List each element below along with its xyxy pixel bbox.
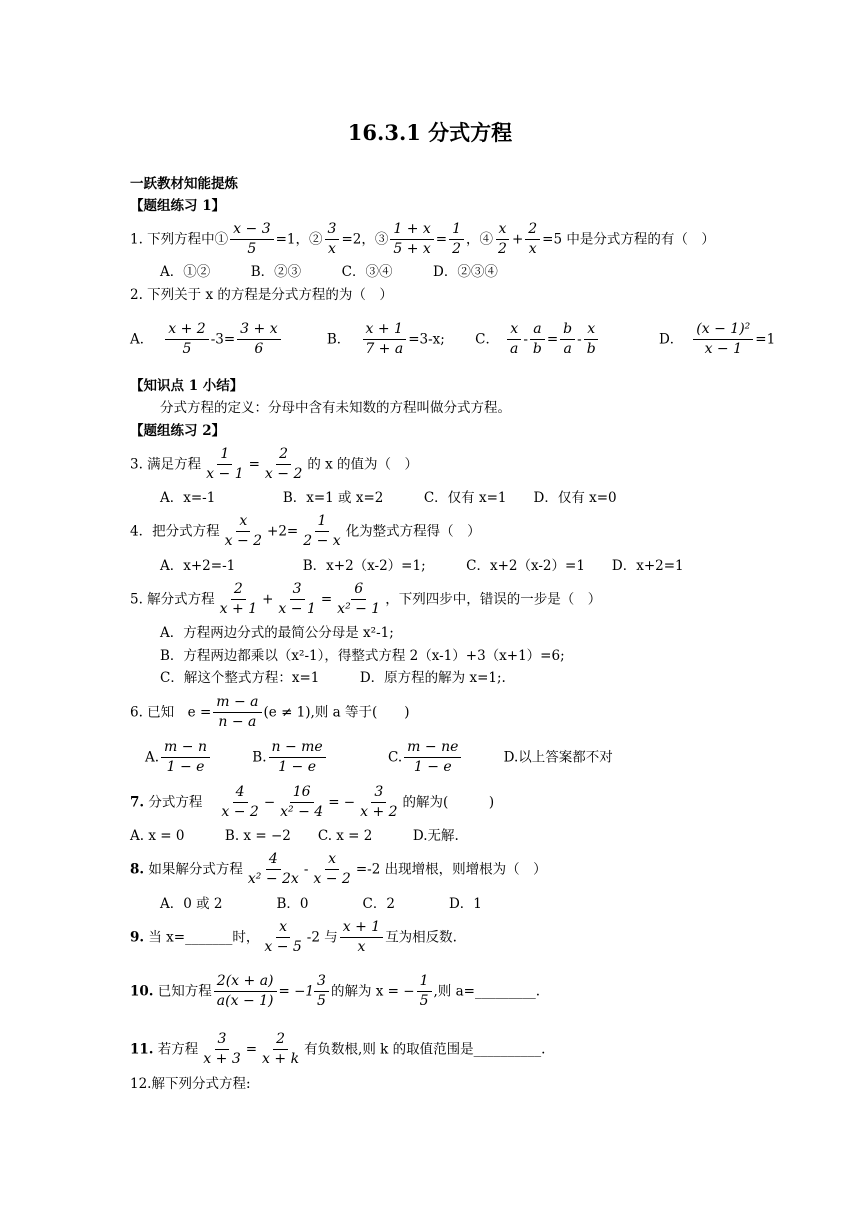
page-title: 16.3.1 分式方程 bbox=[347, 120, 513, 145]
group-label-1: 【题组练习 1】 bbox=[130, 198, 226, 214]
question-1-options: A．①② B．②③ C．③④ D．②③④ bbox=[160, 264, 498, 280]
question-6: 6. 已知 e = $\frac{m - a}{n - a}$ (e ≠ 1),则 a 等于( ) bbox=[130, 694, 410, 731]
knowledge-text-1: 分式方程的定义：分母中含有未知数的方程叫做分式方程。 bbox=[160, 400, 511, 416]
question-4: 4．把分式方程 $\frac{x}{x - 2}$ +2= $\frac{1}{2 - x}$ 化为整式方程得（ ） bbox=[130, 513, 481, 550]
question-7: 7. 分式方程 $\frac{4}{x - 2}$ − $\frac{16}{\text{x² − 4}}$ = − $\frac{3}{x + 2}$ 的解为( ) bbox=[130, 784, 495, 821]
question-5: 5. 解分式方程 $\frac{2}{x + 1}$ + $\frac{3}{x - 1}$ = $\frac{6}{\text{x² − 1}}$ ，下列四步中，错误的一步是（ ） bbox=[130, 581, 602, 618]
question-5-option-b: B．方程两边都乘以（x²-1），得整式方程 2（x-1）+3（x+1）=6; bbox=[160, 648, 565, 664]
section-heading: 一跃教材知能提炼 bbox=[130, 176, 238, 192]
group-label-2: 【题组练习 2】 bbox=[130, 423, 226, 439]
question-5-option-cd: C．解这个整式方程：x=1 D．原方程的解为 x=1;. bbox=[160, 670, 506, 686]
question-3-options: A．x=-1 B．x=1 或 x=2 C．仅有 x=1 D．仅有 x=0 bbox=[160, 490, 617, 506]
question-2: 2. 下列关于 x 的方程是分式方程的为（ ） bbox=[130, 287, 393, 303]
question-9: 9. 当 x=_______时， $\frac{x}{x - 5}$ -2 与 $\frac{x + 1}{x}$ 互为相反数. bbox=[130, 919, 457, 956]
question-8-options: A．0 或 2 B．0 C．2 D．1 bbox=[160, 896, 482, 912]
question-7-options: A. x = 0 B. x = −2 C. x = 2 D.无解. bbox=[130, 828, 459, 844]
question-2-options: A． $\frac{x + 2}{5}$ -3= $\frac{3 + x}{6}$ B． $\frac{x + 1}{7 + a}$ =3-x; C． $\frac{x}{a}$ - $\frac{a}{b}$ = $\frac{b}{a}$ - $\frac{x}{b}$ D． $\frac{\text{(x − 1)²}}{x - 1}$ =1 bbox=[130, 321, 776, 358]
question-8: 8. 如果解分式方程 $\frac{4}{\text{x² − 2x}}$ - $\frac{x}{x - 2}$ =-2 出现增根，则增根为（ ） bbox=[130, 851, 547, 888]
question-1: 1. 下列方程中① $\frac{x - 3}{5}$ =1，② $\frac{3}{x}$ =2，③ $\frac{1 + x}{5 + x}$ = $\frac{1}{2}$ ，④ $\frac{x}{2}$ + $\frac{2}{x}$ =5 中是分式方程的有（ ） bbox=[130, 221, 715, 258]
question-11: 11. 若方程 $\frac{3}{x + 3}$ = $\frac{2}{x + k}$ 有负数根,则 k 的取值范围是__________. bbox=[130, 1031, 546, 1068]
question-10: 10. 已知方程 $\frac{2(x + a)}{a(x - 1)}$ = −1 $\frac{3}{5}$ 的解为 x = − $\frac{1}{5}$ ,则 a=_________. bbox=[130, 973, 540, 1010]
question-12: 12.解下列分式方程: bbox=[130, 1076, 251, 1092]
knowledge-label-1: 【知识点 1 小结】 bbox=[130, 378, 244, 394]
question-4-options: A．x+2=-1 B．x+2（x-2）=1; C．x+2（x-2）=1 D．x+2=1 bbox=[160, 558, 684, 574]
question-6-options: A. $\frac{m - n}{1 - e}$ B. $\frac{n - me}{1 - e}$ C. $\frac{m - ne}{1 - e}$ D.以上答案都不对 bbox=[145, 739, 613, 776]
question-5-option-a: A．方程两边分式的最简公分母是 x²-1; bbox=[160, 625, 394, 641]
question-3: 3. 满足方程 $\frac{1}{x - 1}$ = $\frac{2}{x - 2}$ 的 x 的值为（ ） bbox=[130, 446, 419, 483]
